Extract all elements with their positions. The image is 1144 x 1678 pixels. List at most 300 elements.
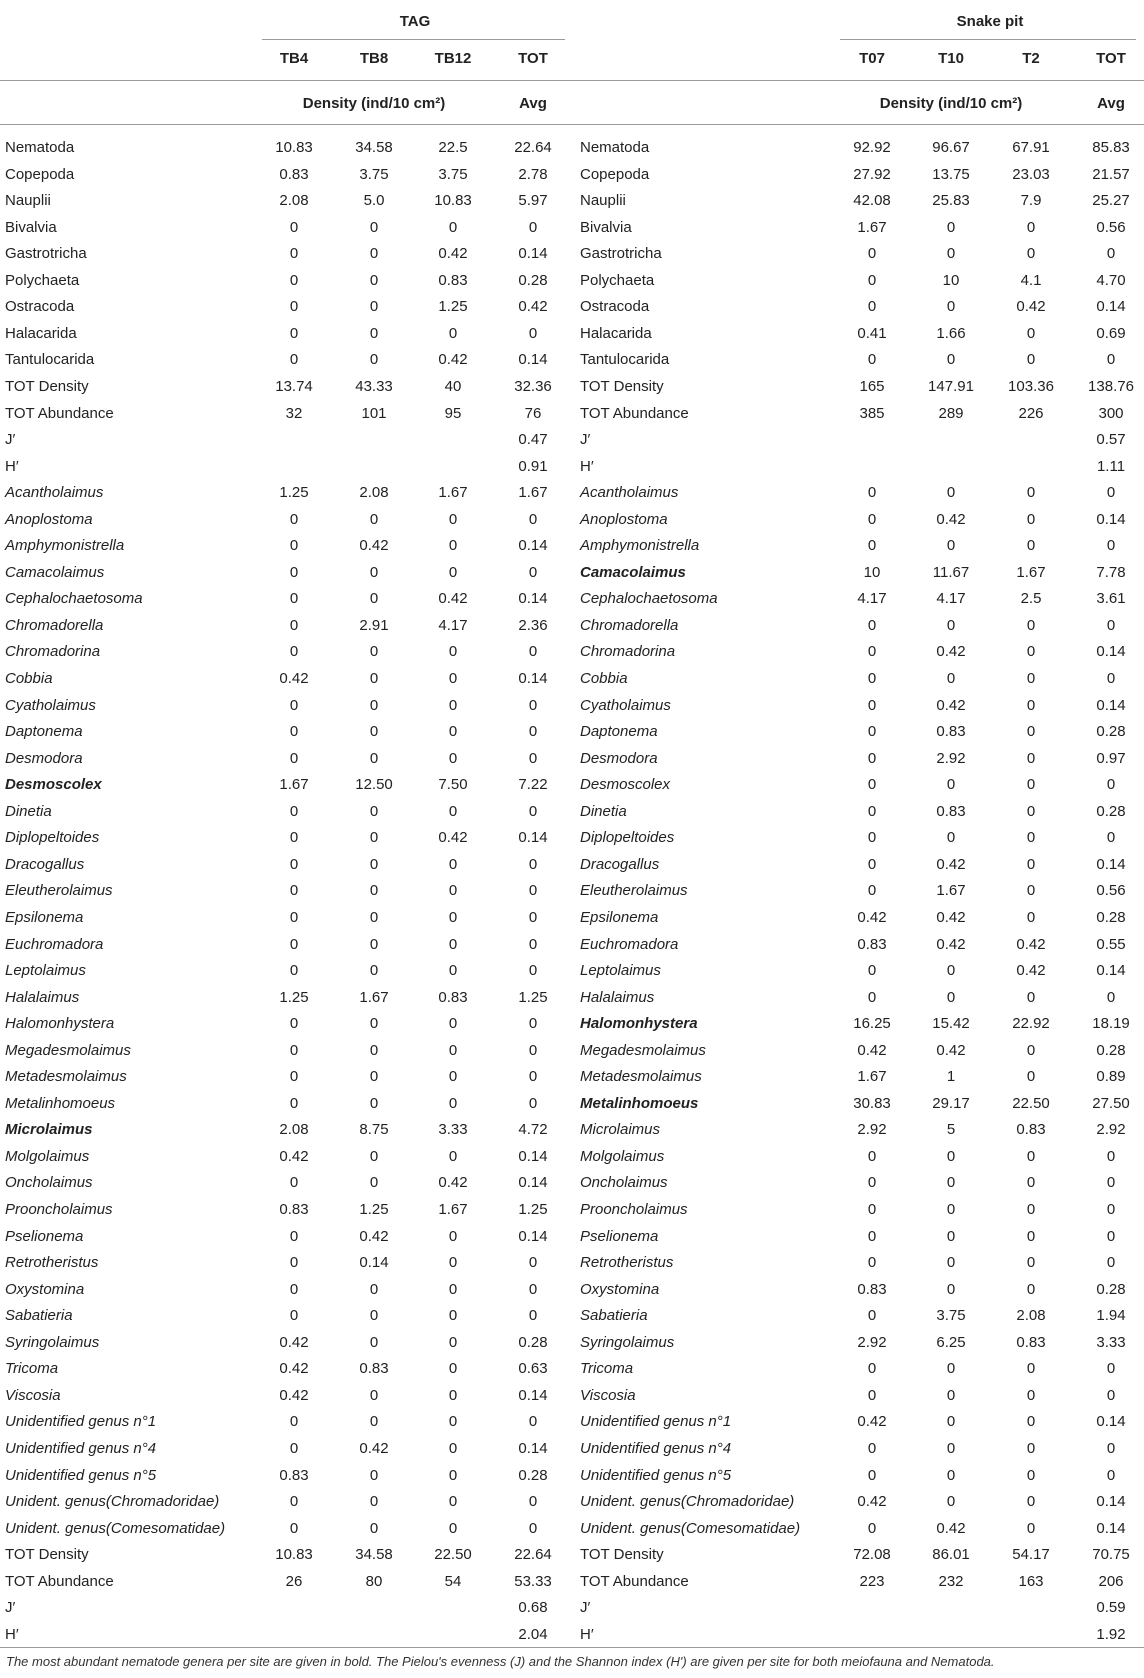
cell-snake-t07: 27.92 bbox=[853, 166, 891, 183]
cell-snake-t2: 67.91 bbox=[1012, 139, 1050, 156]
cell-snake-t07: 0 bbox=[867, 1307, 877, 1324]
cell-snake-t10: 0.42 bbox=[936, 643, 966, 660]
cell-tag-tot: 1.25 bbox=[518, 1201, 548, 1218]
cell-snake-t10: 289 bbox=[938, 405, 964, 422]
cell-snake-tot: 0.14 bbox=[1096, 1493, 1126, 1510]
cell-tag-tb8: 0.42 bbox=[359, 1440, 389, 1457]
cell-tag-tot: 0 bbox=[528, 962, 538, 979]
cell-snake-t07: 0.42 bbox=[857, 1042, 887, 1059]
cell-snake-t07: 0 bbox=[867, 1387, 877, 1404]
cell-tag-tb4: 0 bbox=[289, 1520, 299, 1537]
cell-snake-t2: 0 bbox=[1026, 537, 1036, 554]
cell-tag-tot: 53.33 bbox=[514, 1573, 552, 1590]
cell-tag-tb4: 0 bbox=[289, 1174, 299, 1191]
footnote: The most abundant nematode genera per site are given in bold. The Pielou's evenness (J) and the Shannon index (H') are given per site for both meiofauna and Nematoda. bbox=[6, 1654, 995, 1669]
cell-tag-tb8: 0 bbox=[369, 882, 379, 899]
row-label-tag: Oxystomina bbox=[5, 1281, 85, 1298]
cell-snake-t10: 0 bbox=[946, 1174, 956, 1191]
cell-tag-tb8: 0.42 bbox=[359, 1228, 389, 1245]
cell-tag-tb8: 8.75 bbox=[359, 1121, 389, 1138]
cell-tag-tb8: 3.75 bbox=[359, 166, 389, 183]
row-label-snake-pit: Unidentified genus n°4 bbox=[580, 1440, 732, 1457]
cell-tag-tb12: 3.75 bbox=[438, 166, 468, 183]
row-label-snake-pit: Oxystomina bbox=[580, 1281, 660, 1298]
cell-tag-tb8: 0 bbox=[369, 1334, 379, 1351]
cell-snake-t07: 42.08 bbox=[853, 192, 891, 209]
cell-snake-tot: 0.89 bbox=[1096, 1068, 1126, 1085]
row-label-tag: Cephalochaetosoma bbox=[5, 590, 143, 607]
cell-snake-t07: 0.83 bbox=[857, 1281, 887, 1298]
cell-snake-t10: 0 bbox=[946, 989, 956, 1006]
cell-tag-tot: 0 bbox=[528, 936, 538, 953]
cell-tag-tb4: 0 bbox=[289, 1493, 299, 1510]
cell-tag-tb12: 0 bbox=[448, 1015, 458, 1032]
cell-snake-t2: 0 bbox=[1026, 1440, 1036, 1457]
cell-tag-tot: 0 bbox=[528, 882, 538, 899]
cell-tag-tot: 0 bbox=[528, 1042, 538, 1059]
cell-snake-t07: 0 bbox=[867, 989, 877, 1006]
cell-snake-t07: 0 bbox=[867, 750, 877, 767]
row-label-snake-pit: Dinetia bbox=[580, 803, 627, 820]
cell-tag-tb8: 43.33 bbox=[355, 378, 393, 395]
row-label-snake-pit: Pselionema bbox=[580, 1228, 659, 1245]
cell-snake-t2: 0.42 bbox=[1016, 936, 1046, 953]
cell-tag-tb4: 0 bbox=[289, 882, 299, 899]
row-label-snake-pit: Epsilonema bbox=[580, 909, 659, 926]
cell-tag-tb4: 0 bbox=[289, 697, 299, 714]
cell-tag-tb4: 0 bbox=[289, 909, 299, 926]
row-label-snake-pit: Retrotheristus bbox=[580, 1254, 674, 1271]
cell-snake-t2: 0 bbox=[1026, 776, 1036, 793]
row-label-snake-pit: Tricoma bbox=[580, 1360, 634, 1377]
row-label-snake-pit: Eleutherolaimus bbox=[580, 882, 688, 899]
cell-snake-t2: 0 bbox=[1026, 1387, 1036, 1404]
row-label-snake-pit: Polychaeta bbox=[580, 272, 655, 289]
cell-tag-tb4: 0.42 bbox=[279, 1148, 309, 1165]
col-header-t10: T10 bbox=[938, 50, 964, 67]
cell-tag-tb4: 0 bbox=[289, 1042, 299, 1059]
cell-tag-tot: 5.97 bbox=[518, 192, 548, 209]
cell-tag-tb12: 0 bbox=[448, 856, 458, 873]
cell-tag-tot: 0 bbox=[528, 803, 538, 820]
cell-tag-tot: 1.25 bbox=[518, 989, 548, 1006]
cell-tag-tot: 0.14 bbox=[518, 1440, 548, 1457]
cell-snake-tot: 3.61 bbox=[1096, 590, 1126, 607]
cell-tag-tot: 0.14 bbox=[518, 829, 548, 846]
cell-tag-tot: 0 bbox=[528, 564, 538, 581]
cell-snake-tot: 0 bbox=[1106, 670, 1116, 687]
row-label-snake-pit: Desmoscolex bbox=[580, 776, 671, 793]
cell-snake-t10: 0 bbox=[946, 351, 956, 368]
cell-snake-tot: 0 bbox=[1106, 1254, 1116, 1271]
cell-snake-t2: 1.67 bbox=[1016, 564, 1046, 581]
cell-tag-tb12: 0 bbox=[448, 643, 458, 660]
cell-tag-tb4: 0 bbox=[289, 856, 299, 873]
cell-snake-t10: 25.83 bbox=[932, 192, 970, 209]
cell-tag-tb12: 0 bbox=[448, 1042, 458, 1059]
cell-snake-t10: 1 bbox=[946, 1068, 956, 1085]
cell-snake-t10: 0 bbox=[946, 962, 956, 979]
cell-tag-tb8: 0 bbox=[369, 1307, 379, 1324]
cell-tag-tot: 0 bbox=[528, 1493, 538, 1510]
cell-tag-tb4: 1.67 bbox=[279, 776, 309, 793]
row-label-snake-pit: Anoplostoma bbox=[580, 511, 668, 528]
cell-snake-t07: 92.92 bbox=[853, 139, 891, 156]
cell-snake-t2: 7.9 bbox=[1020, 192, 1042, 209]
cell-snake-t07: 0 bbox=[867, 803, 877, 820]
cell-snake-t2: 0 bbox=[1026, 351, 1036, 368]
cell-snake-tot: 0.28 bbox=[1096, 803, 1126, 820]
cell-snake-t2: 0 bbox=[1026, 697, 1036, 714]
row-label-snake-pit: Daptonema bbox=[580, 723, 658, 740]
cell-tag-tb12: 0 bbox=[448, 1281, 458, 1298]
cell-snake-t07: 2.92 bbox=[857, 1121, 887, 1138]
cell-tag-tb4: 1.25 bbox=[279, 484, 309, 501]
row-label-snake-pit: Bivalvia bbox=[580, 219, 632, 236]
cell-snake-t07: 0.83 bbox=[857, 936, 887, 953]
cell-tag-tb12: 0.42 bbox=[438, 245, 468, 262]
row-label-tag: Camacolaimus bbox=[5, 564, 105, 581]
cell-snake-t2: 103.36 bbox=[1008, 378, 1054, 395]
cell-tag-tb4: 0.83 bbox=[279, 1467, 309, 1484]
cell-snake-tot: 0.14 bbox=[1096, 643, 1126, 660]
cell-tag-tb12: 0 bbox=[448, 750, 458, 767]
cell-tag-tot: 22.64 bbox=[514, 139, 552, 156]
row-label-tag: Unident. genus(Comesomatidae) bbox=[5, 1520, 226, 1537]
cell-tag-tot: 22.64 bbox=[514, 1546, 552, 1563]
cell-tag-tb8: 0 bbox=[369, 1467, 379, 1484]
cell-tag-tot: 0 bbox=[528, 723, 538, 740]
row-label-tag: Tantulocarida bbox=[5, 351, 95, 368]
cell-tag-tb4: 0.42 bbox=[279, 1334, 309, 1351]
cell-snake-t07: 1.67 bbox=[857, 219, 887, 236]
cell-snake-t07: 0 bbox=[867, 723, 877, 740]
cell-tag-tb12: 0.83 bbox=[438, 989, 468, 1006]
cell-tag-tb4: 0 bbox=[289, 1095, 299, 1112]
cell-snake-tot: 2.92 bbox=[1096, 1121, 1126, 1138]
cell-tag-tot: 0 bbox=[528, 1068, 538, 1085]
cell-tag-tb8: 0 bbox=[369, 351, 379, 368]
row-label-tag: Oncholaimus bbox=[5, 1174, 93, 1191]
cell-snake-tot: 0.69 bbox=[1096, 325, 1126, 342]
cell-snake-tot: 1.11 bbox=[1096, 458, 1126, 475]
cell-tag-tb8: 0 bbox=[369, 909, 379, 926]
cell-snake-tot: 0 bbox=[1106, 1467, 1116, 1484]
cell-tag-tb8: 0 bbox=[369, 511, 379, 528]
cell-snake-t10: 0 bbox=[946, 1228, 956, 1245]
cell-tag-tb4: 0 bbox=[289, 245, 299, 262]
cell-tag-tb8: 0 bbox=[369, 803, 379, 820]
row-label-snake-pit: Cephalochaetosoma bbox=[580, 590, 718, 607]
cell-tag-tb4: 0 bbox=[289, 325, 299, 342]
cell-tag-tb8: 0 bbox=[369, 1281, 379, 1298]
row-label-tag: Metadesmolaimus bbox=[5, 1068, 127, 1085]
row-label-tag: Dracogallus bbox=[5, 856, 85, 873]
cell-snake-t07: 0 bbox=[867, 1228, 877, 1245]
col-header-t2: T2 bbox=[1022, 50, 1040, 67]
row-label-snake-pit: Halomonhystera bbox=[580, 1015, 698, 1032]
cell-snake-t10: 96.67 bbox=[932, 139, 970, 156]
row-label-tag: Daptonema bbox=[5, 723, 83, 740]
cell-tag-tot: 0.68 bbox=[518, 1599, 548, 1616]
cell-tag-tot: 0.14 bbox=[518, 351, 548, 368]
cell-snake-t10: 0.42 bbox=[936, 697, 966, 714]
cell-snake-tot: 0.14 bbox=[1096, 697, 1126, 714]
cell-tag-tot: 0 bbox=[528, 219, 538, 236]
cell-snake-t10: 0.83 bbox=[936, 723, 966, 740]
cell-tag-tb8: 0 bbox=[369, 219, 379, 236]
row-label-tag: Desmoscolex bbox=[5, 776, 102, 793]
row-label-tag: Polychaeta bbox=[5, 272, 80, 289]
cell-snake-t10: 0 bbox=[946, 484, 956, 501]
cell-snake-t07: 165 bbox=[859, 378, 885, 395]
row-label-tag: Nematoda bbox=[5, 139, 75, 156]
row-label-tag: Amphymonistrella bbox=[5, 537, 125, 554]
cell-tag-tot: 0 bbox=[528, 697, 538, 714]
cell-tag-tot: 0.28 bbox=[518, 1467, 548, 1484]
cell-snake-t07: 0 bbox=[867, 617, 877, 634]
cell-snake-tot: 0.14 bbox=[1096, 1413, 1126, 1430]
row-label-snake-pit: Gastrotricha bbox=[580, 245, 662, 262]
cell-snake-t07: 0 bbox=[867, 537, 877, 554]
cell-tag-tb4: 10.83 bbox=[275, 139, 313, 156]
cell-tag-tb4: 10.83 bbox=[275, 1546, 313, 1563]
row-label-snake-pit: Sabatieria bbox=[580, 1307, 648, 1324]
cell-tag-tb12: 0 bbox=[448, 1307, 458, 1324]
cell-tag-tot: 0 bbox=[528, 1520, 538, 1537]
cell-snake-tot: 0.57 bbox=[1096, 431, 1126, 448]
cell-tag-tb8: 0 bbox=[369, 1174, 379, 1191]
cell-snake-t2: 22.92 bbox=[1012, 1015, 1050, 1032]
cell-snake-t2: 0 bbox=[1026, 670, 1036, 687]
cell-snake-t07: 0 bbox=[867, 351, 877, 368]
cell-snake-tot: 27.50 bbox=[1092, 1095, 1130, 1112]
cell-snake-tot: 0 bbox=[1106, 1360, 1116, 1377]
cell-tag-tot: 0 bbox=[528, 750, 538, 767]
cell-snake-t10: 10 bbox=[942, 272, 960, 289]
cell-snake-tot: 0 bbox=[1106, 617, 1116, 634]
row-label-snake-pit: Camacolaimus bbox=[580, 564, 686, 581]
cell-snake-t07: 10 bbox=[863, 564, 881, 581]
cell-tag-tot: 0.28 bbox=[518, 1334, 548, 1351]
cell-tag-tb12: 0 bbox=[448, 909, 458, 926]
cell-snake-t10: 0 bbox=[946, 829, 956, 846]
cell-tag-tot: 2.36 bbox=[518, 617, 548, 634]
row-label-snake-pit: Diplopeltoides bbox=[580, 829, 675, 846]
cell-tag-tb8: 34.58 bbox=[355, 1546, 393, 1563]
cell-snake-t2: 0 bbox=[1026, 882, 1036, 899]
cell-snake-t07: 0 bbox=[867, 776, 877, 793]
cell-tag-tb4: 0 bbox=[289, 936, 299, 953]
cell-tag-tb12: 0 bbox=[448, 537, 458, 554]
cell-snake-t07: 0 bbox=[867, 1467, 877, 1484]
row-label-tag: Leptolaimus bbox=[5, 962, 86, 979]
cell-tag-tot: 0 bbox=[528, 1281, 538, 1298]
cell-snake-t2: 0 bbox=[1026, 325, 1036, 342]
cell-snake-t2: 0 bbox=[1026, 1254, 1036, 1271]
cell-snake-t07: 0 bbox=[867, 829, 877, 846]
cell-tag-tb12: 0 bbox=[448, 1467, 458, 1484]
cell-tag-tb12: 0 bbox=[448, 936, 458, 953]
row-label-tag: Microlaimus bbox=[5, 1121, 93, 1138]
rule-bottom bbox=[0, 1647, 1144, 1648]
cell-snake-t07: 30.83 bbox=[853, 1095, 891, 1112]
cell-snake-t07: 0 bbox=[867, 1201, 877, 1218]
cell-tag-tb4: 0 bbox=[289, 750, 299, 767]
cell-snake-tot: 3.33 bbox=[1096, 1334, 1126, 1351]
cell-snake-t2: 0.42 bbox=[1016, 298, 1046, 315]
row-label-snake-pit: Halacarida bbox=[580, 325, 652, 342]
cell-tag-tb12: 0 bbox=[448, 882, 458, 899]
cell-snake-t2: 0 bbox=[1026, 1042, 1036, 1059]
cell-tag-tb8: 0 bbox=[369, 829, 379, 846]
cell-snake-t07: 0 bbox=[867, 1174, 877, 1191]
cell-tag-tb12: 0 bbox=[448, 1493, 458, 1510]
cell-snake-tot: 0.56 bbox=[1096, 219, 1126, 236]
cell-tag-tb12: 1.25 bbox=[438, 298, 468, 315]
cell-tag-tb4: 2.08 bbox=[279, 1121, 309, 1138]
cell-tag-tb4: 0 bbox=[289, 537, 299, 554]
row-label-snake-pit: Prooncholaimus bbox=[580, 1201, 688, 1218]
row-label-snake-pit: H′ bbox=[580, 1626, 594, 1643]
cell-tag-tot: 7.22 bbox=[518, 776, 548, 793]
cell-snake-tot: 7.78 bbox=[1096, 564, 1126, 581]
cell-tag-tb12: 0 bbox=[448, 697, 458, 714]
cell-tag-tb8: 0 bbox=[369, 936, 379, 953]
group-header-tag: TAG bbox=[399, 13, 431, 30]
cell-tag-tb12: 1.67 bbox=[438, 1201, 468, 1218]
row-label-snake-pit: TOT Density bbox=[580, 1546, 664, 1563]
cell-snake-t07: 0 bbox=[867, 245, 877, 262]
cell-tag-tot: 0 bbox=[528, 1095, 538, 1112]
col-header-tag-tot: TOT bbox=[518, 50, 548, 67]
row-label-tag: Unidentified genus n°1 bbox=[5, 1413, 157, 1430]
cell-tag-tb12: 0 bbox=[448, 219, 458, 236]
cell-snake-t10: 3.75 bbox=[936, 1307, 966, 1324]
cell-snake-tot: 0 bbox=[1106, 1440, 1116, 1457]
cell-snake-t2: 0 bbox=[1026, 245, 1036, 262]
cell-snake-tot: 0.14 bbox=[1096, 856, 1126, 873]
row-label-snake-pit: Microlaimus bbox=[580, 1121, 661, 1138]
row-label-snake-pit: Unidentified genus n°5 bbox=[580, 1467, 732, 1484]
cell-tag-tb8: 80 bbox=[365, 1573, 383, 1590]
cell-tag-tb12: 0 bbox=[448, 325, 458, 342]
cell-tag-tot: 0.14 bbox=[518, 245, 548, 262]
row-label-tag: Desmodora bbox=[5, 750, 83, 767]
cell-tag-tb8: 101 bbox=[361, 405, 387, 422]
cell-snake-t10: 5 bbox=[946, 1121, 956, 1138]
cell-tag-tb4: 13.74 bbox=[275, 378, 313, 395]
row-label-tag: Dinetia bbox=[5, 803, 52, 820]
cell-tag-tot: 2.04 bbox=[518, 1626, 548, 1643]
cell-snake-t10: 1.67 bbox=[936, 882, 966, 899]
cell-snake-t10: 0.83 bbox=[936, 803, 966, 820]
cell-tag-tb12: 40 bbox=[444, 378, 462, 395]
cell-snake-t10: 1.66 bbox=[936, 325, 966, 342]
cell-snake-t07: 0 bbox=[867, 1254, 877, 1271]
row-label-tag: Epsilonema bbox=[5, 909, 84, 926]
row-label-snake-pit: Unidentified genus n°1 bbox=[580, 1413, 732, 1430]
cell-snake-t10: 0 bbox=[946, 1387, 956, 1404]
cell-snake-t2: 2.08 bbox=[1016, 1307, 1046, 1324]
cell-snake-t10: 0 bbox=[946, 1148, 956, 1165]
row-label-tag: Unidentified genus n°4 bbox=[5, 1440, 157, 1457]
cell-tag-tb8: 0 bbox=[369, 1068, 379, 1085]
row-label-snake-pit: Metadesmolaimus bbox=[580, 1068, 702, 1085]
cell-snake-t2: 0 bbox=[1026, 909, 1036, 926]
row-label-tag: Ostracoda bbox=[5, 298, 75, 315]
cell-tag-tot: 0.14 bbox=[518, 590, 548, 607]
cell-tag-tot: 0 bbox=[528, 909, 538, 926]
cell-tag-tb8: 0 bbox=[369, 590, 379, 607]
cell-snake-t10: 0.42 bbox=[936, 1042, 966, 1059]
row-label-snake-pit: Desmodora bbox=[580, 750, 658, 767]
row-label-tag: Megadesmolaimus bbox=[5, 1042, 131, 1059]
cell-snake-t2: 0 bbox=[1026, 643, 1036, 660]
cell-snake-t2: 0 bbox=[1026, 1467, 1036, 1484]
cell-snake-t07: 72.08 bbox=[853, 1546, 891, 1563]
cell-tag-tb8: 0.14 bbox=[359, 1254, 389, 1271]
cell-tag-tb8: 5.0 bbox=[363, 192, 385, 209]
cell-snake-t2: 0 bbox=[1026, 1413, 1036, 1430]
cell-snake-t2: 0 bbox=[1026, 219, 1036, 236]
cell-snake-t07: 223 bbox=[859, 1573, 885, 1590]
cell-snake-tot: 0 bbox=[1106, 245, 1116, 262]
cell-tag-tot: 0.47 bbox=[518, 431, 548, 448]
cell-snake-t10: 13.75 bbox=[932, 166, 970, 183]
cell-tag-tb8: 0 bbox=[369, 272, 379, 289]
cell-snake-t10: 0 bbox=[946, 1281, 956, 1298]
cell-snake-t2: 0.42 bbox=[1016, 962, 1046, 979]
cell-tag-tb12: 0.42 bbox=[438, 829, 468, 846]
cell-snake-t2: 0 bbox=[1026, 750, 1036, 767]
cell-snake-t07: 0 bbox=[867, 1440, 877, 1457]
cell-snake-tot: 0.14 bbox=[1096, 962, 1126, 979]
cell-snake-t07: 0 bbox=[867, 484, 877, 501]
avg-label-tag: Avg bbox=[519, 95, 547, 112]
cell-tag-tb4: 0 bbox=[289, 723, 299, 740]
cell-tag-tb8: 0 bbox=[369, 1095, 379, 1112]
cell-tag-tb4: 0 bbox=[289, 643, 299, 660]
cell-tag-tb8: 1.25 bbox=[359, 1201, 389, 1218]
rule-subheader bbox=[0, 124, 1144, 125]
cell-snake-t2: 0 bbox=[1026, 1228, 1036, 1245]
cell-snake-tot: 0.28 bbox=[1096, 723, 1126, 740]
cell-tag-tb8: 1.67 bbox=[359, 989, 389, 1006]
row-label-tag: Nauplii bbox=[5, 192, 51, 209]
cell-snake-tot: 138.76 bbox=[1088, 378, 1134, 395]
cell-snake-t07: 0 bbox=[867, 1360, 877, 1377]
cell-tag-tb4: 0 bbox=[289, 590, 299, 607]
cell-snake-t07: 0 bbox=[867, 511, 877, 528]
row-label-tag: Bivalvia bbox=[5, 219, 57, 236]
cell-tag-tot: 2.78 bbox=[518, 166, 548, 183]
row-label-tag: TOT Density bbox=[5, 378, 89, 395]
row-label-tag: J′ bbox=[5, 431, 16, 448]
row-label-tag: Halomonhystera bbox=[5, 1015, 115, 1032]
cell-snake-tot: 0 bbox=[1106, 829, 1116, 846]
cell-snake-t2: 0.83 bbox=[1016, 1334, 1046, 1351]
row-label-tag: J′ bbox=[5, 1599, 16, 1616]
cell-tag-tot: 0 bbox=[528, 325, 538, 342]
cell-snake-t10: 0 bbox=[946, 537, 956, 554]
cell-snake-tot: 0.28 bbox=[1096, 909, 1126, 926]
cell-snake-tot: 0.59 bbox=[1096, 1599, 1126, 1616]
cell-snake-t2: 0 bbox=[1026, 1281, 1036, 1298]
cell-snake-tot: 18.19 bbox=[1092, 1015, 1130, 1032]
cell-tag-tb12: 0 bbox=[448, 1413, 458, 1430]
row-label-tag: TOT Abundance bbox=[5, 405, 114, 422]
